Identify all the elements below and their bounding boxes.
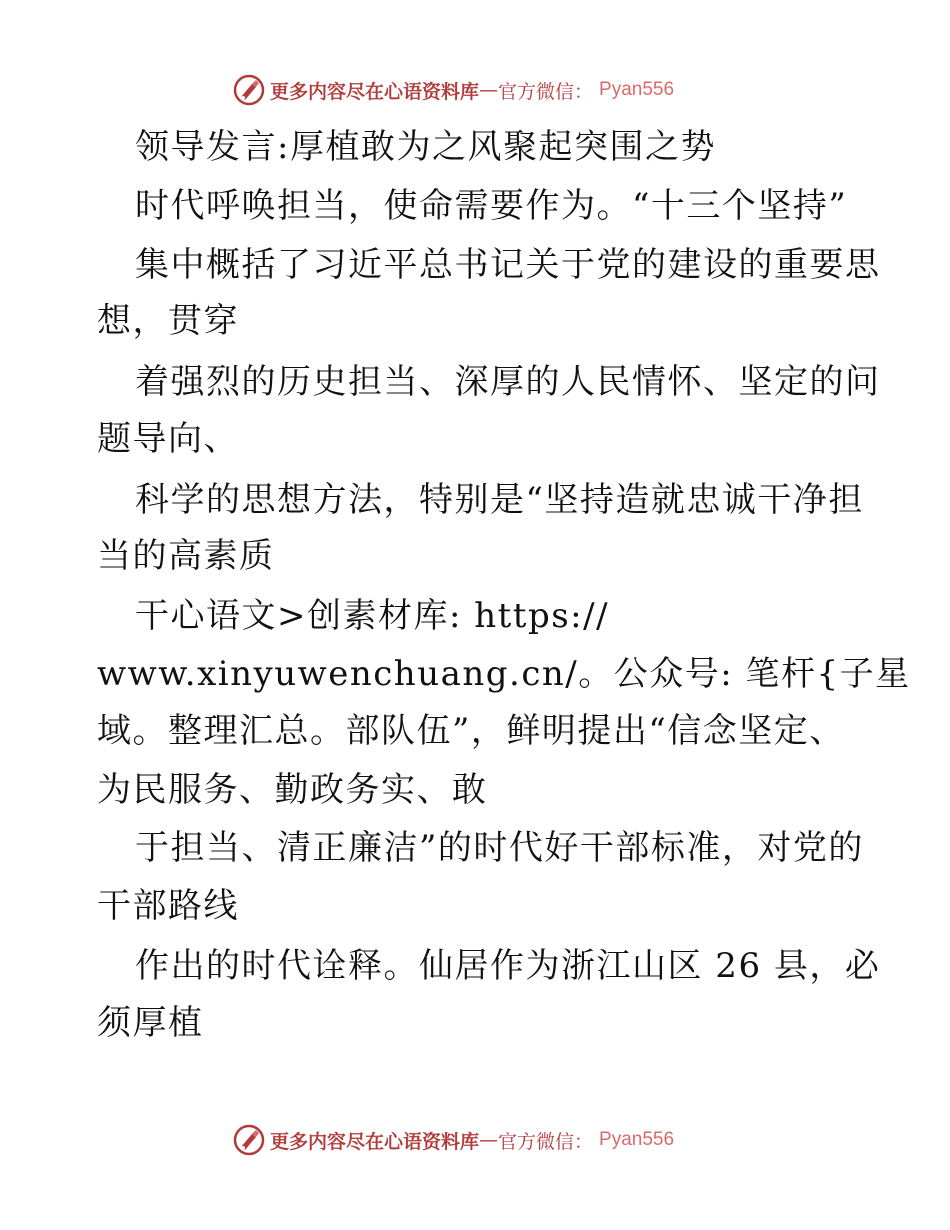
paragraph-line: 干部路线 <box>97 886 239 926</box>
banner-brand-text: 更多内容尽在心语资料库 <box>270 1130 480 1153</box>
banner-dash: — <box>479 1129 499 1151</box>
paragraph-line: 当的高素质 <box>97 536 275 576</box>
paragraph-line: 须厚植 <box>97 1003 204 1043</box>
paragraph-line: 着强烈的历史担当、深厚的人民情怀、坚定的问 <box>135 362 881 402</box>
paragraph-line: 域。整理汇总。部队伍”，鲜明提出“信念坚定、 <box>97 711 845 751</box>
paragraph-line: 题导向、 <box>97 419 239 459</box>
paragraph-line: 作出的时代诠释。仙居作为浙江山区 26 县，必 <box>135 946 881 986</box>
pen-logo-icon <box>232 73 266 107</box>
paragraph-line: 想，贯穿 <box>97 301 239 341</box>
paragraph-line: 集中概括了习近平总书记关于党的建设的重要思 <box>135 245 881 285</box>
footer-banner <box>232 1122 674 1158</box>
document-title: 领导发言:厚植敢为之风聚起突围之势 <box>135 127 716 167</box>
paragraph-line: www.xinyuwenchuang.cn/。公众号: 笔杆{子星 <box>97 654 911 694</box>
paragraph-line: 科学的思想方法，特别是“坚持造就忠诚干净担 <box>135 480 864 520</box>
banner-wechat-label: 官方微信： <box>498 80 594 103</box>
banner-wechat-handle: Pyan556 <box>599 79 675 100</box>
paragraph-line: 时代呼唤担当，使命需要作为。“十三个坚持” <box>135 186 848 226</box>
paragraph-line: 为民服务、勤政务实、敢 <box>97 770 488 810</box>
pen-logo-icon <box>232 1123 266 1157</box>
banner-brand-text: 更多内容尽在心语资料库 <box>270 80 480 103</box>
banner-wechat-label: 官方微信： <box>498 1130 594 1153</box>
banner-wechat-handle: Pyan556 <box>599 1129 675 1150</box>
paragraph-line: 于担当、清正廉洁”的时代好干部标准，对党的 <box>135 828 864 868</box>
paragraph-line: 干心语文>创素材库: https:// <box>135 596 610 636</box>
header-banner <box>232 72 674 108</box>
banner-dash: — <box>479 79 499 101</box>
